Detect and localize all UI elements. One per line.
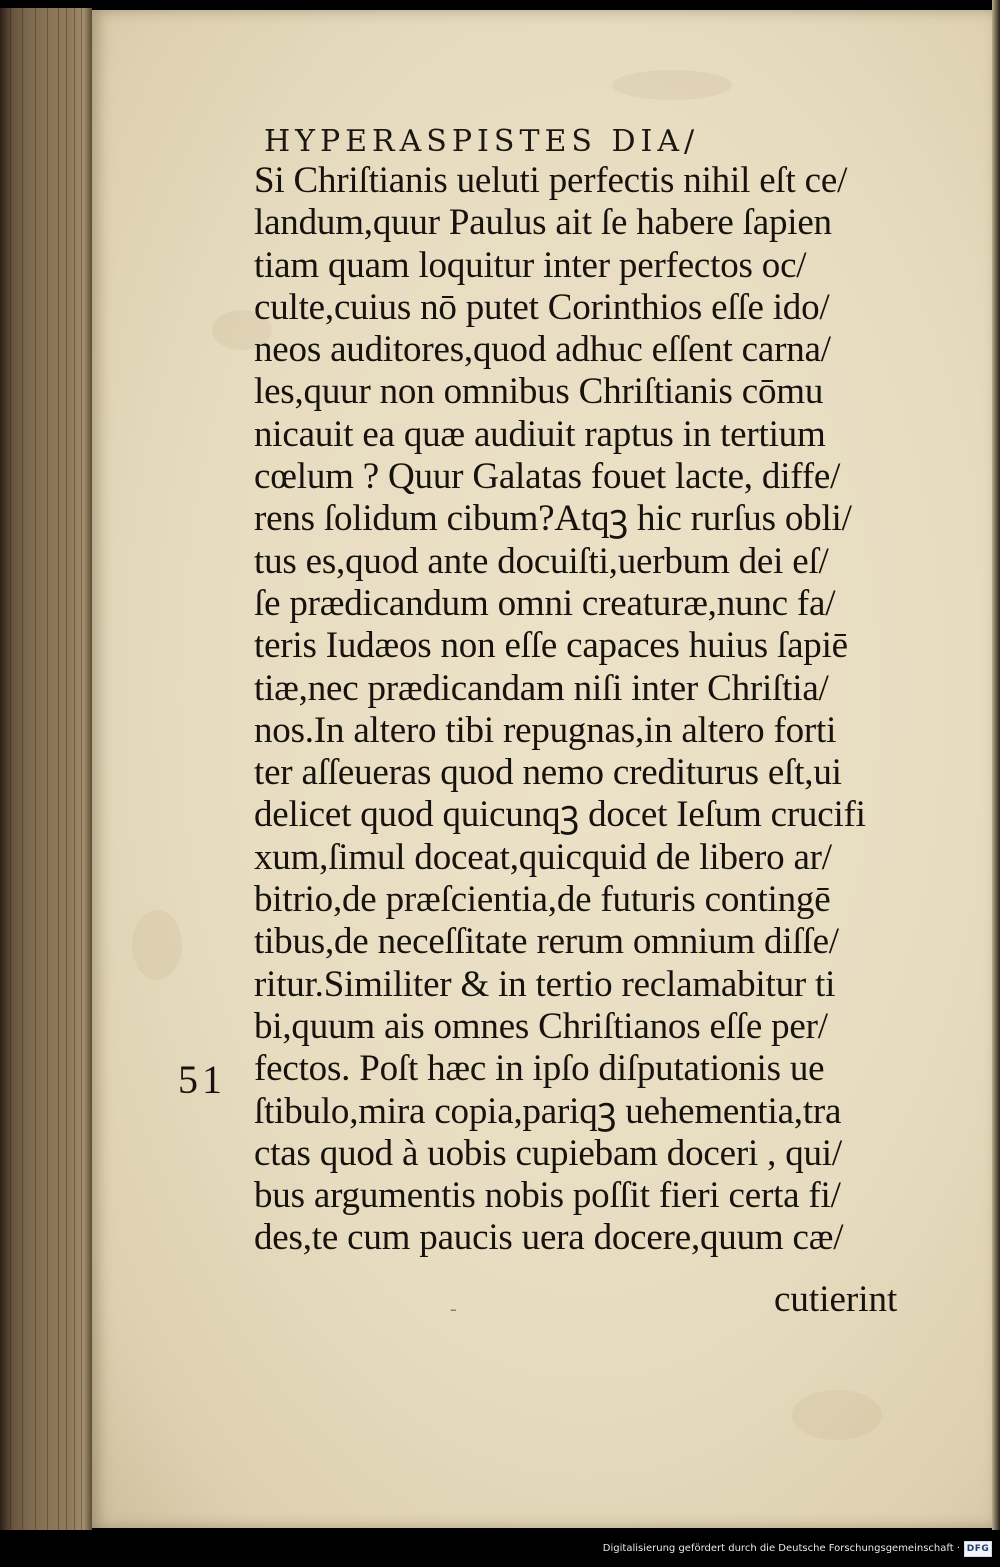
main-text-block [254,160,944,1260]
book-fore-edge [0,8,92,1530]
text-line: ſtibulo,mira copia,pariqꝫ uehementia,tra [254,1090,842,1132]
text-line: ritur.Similiter & in tertio reclamabitur ti [254,963,836,1005]
dfg-logo: DFG [964,1541,992,1557]
text-line: les,quur non omnibus Chriſtianis cōmu [254,371,824,413]
text-line: tiæ,nec prædicandam niſi inter Chriſtia/ [254,667,829,709]
text-line: nos.In altero tibi repugnas,in altero forti [254,709,837,751]
text-line: bitrio,de præſcientia,de futuris contingē [254,879,831,921]
text-line: culte,cuius nō putet Corinthios eſſe ido/ [254,286,830,328]
text-line: Si Chriſtianis ueluti perfectis nihil eſt ce/ [254,160,848,201]
text-line: landum,quur Paulus ait ſe habere ſapien [254,202,832,244]
text-line: tus es,quod ante docuiſti,uerbum dei eſ/ [254,540,829,582]
text-line: teris Iudæos non eſſe capaces huius ſapiē [254,625,848,667]
text-line: tibus,de neceſſitate rerum omnium diſſe/ [254,921,839,963]
text-line: rens ſolidum cibum?Atqꝫ hic rurſus obli/ [254,498,852,540]
text-line: ter aſſeueras quod nemo crediturus eſt,ui [254,752,842,794]
running-head: HYPERASPISTES DIA/ [264,124,700,159]
digitization-footer [0,1530,1000,1567]
text-line: ctas quod à uobis cupiebam doceri , qui/ [254,1132,842,1174]
text-line: fectos. Poſt hæc in ipſo diſputationis ue [254,1048,825,1090]
text-line: des,te cum paucis uera docere,quum cæ/ [254,1217,844,1259]
text-line: cœlum ? Quur Galatas fouet lacte, diffe/ [254,456,841,498]
text-line: ſe prædicandum omni creaturæ,nunc fa/ [254,582,836,624]
text-line: bi,quum ais omnes Chriſtianos eſſe per/ [254,1005,828,1047]
text-line: neos auditores,quod adhuc eſſent carna/ [254,329,831,371]
text-line: bus argumentis nobis poſſit fieri certa fi/ [254,1175,841,1217]
ink-mark: - [450,1298,457,1320]
text-line: nicauit ea quæ audiuit raptus in tertium [254,413,826,455]
footer-credit: Digitalisierung gefördert durch die Deutsche Forschungsgemeinschaft · [602,1543,960,1554]
page-right-edge [992,0,1000,1530]
text-line: tiam quam loquitur inter perfectos oc/ [254,244,807,286]
catchword: cutierint [774,1279,898,1320]
text-line: xum,ſimul doceat,quicquid de libero ar/ [254,836,832,878]
text-line: delicet quod quicunqꝫ docet Ieſum crucifi [254,794,866,836]
margin-number: 51 [178,1057,226,1102]
